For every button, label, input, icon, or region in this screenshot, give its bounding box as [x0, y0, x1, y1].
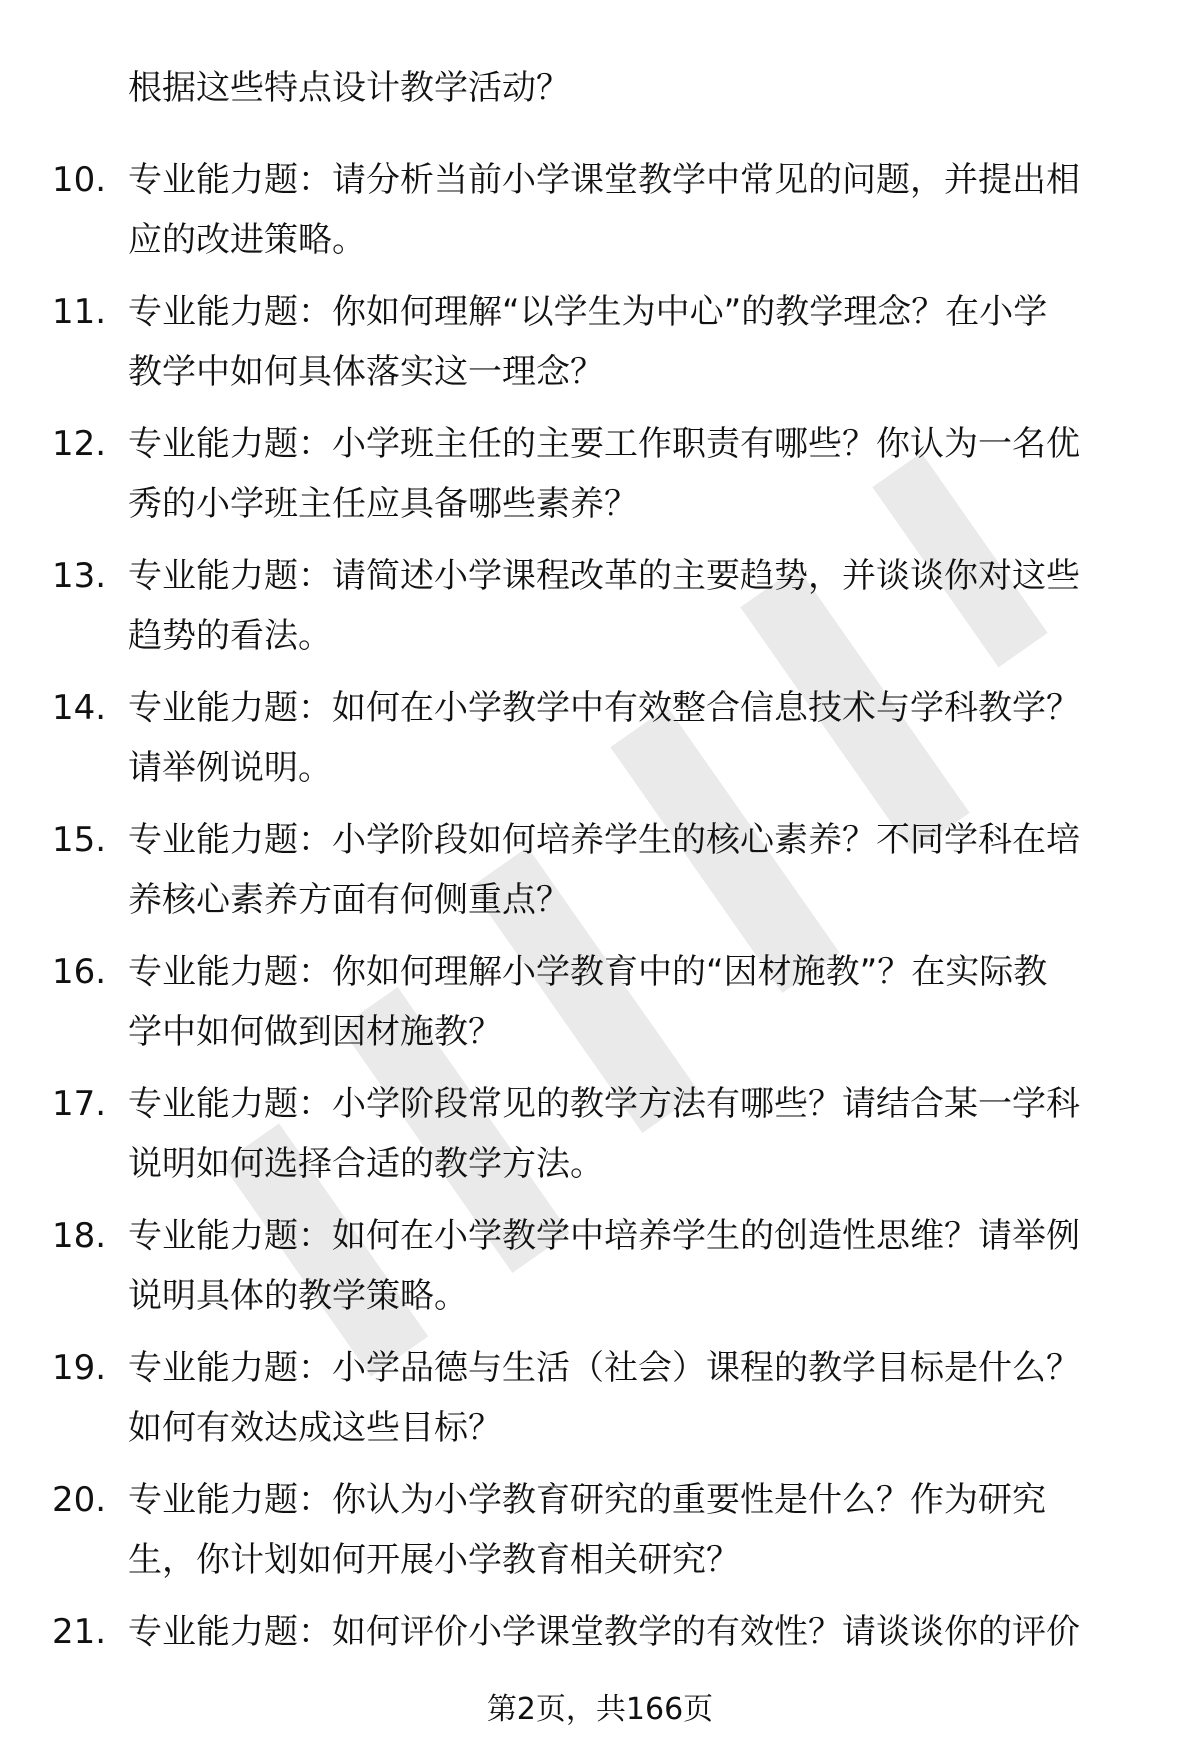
question-number: 11. [52, 292, 107, 332]
question-number: 20. [52, 1480, 107, 1520]
question-number: 10. [52, 160, 107, 200]
question-item [0, 1338, 1200, 1458]
question-text: 专业能力题：你认为小学教育研究的重要性是什么？作为研究 生，你计划如何开展小学教育相关研究？ [128, 1480, 1046, 1580]
question-item [0, 1074, 1200, 1194]
question-text: 专业能力题：你如何理解“以学生为中心”的教学理念？在小学 教学中如何具体落实这一理念？ [128, 292, 1048, 392]
question-number: 12. [52, 424, 107, 464]
question-text: 专业能力题：你如何理解小学教育中的“因材施教”？在实际教 学中如何做到因材施教？ [128, 952, 1048, 1052]
question-number: 18. [52, 1216, 107, 1256]
question-item [0, 150, 1200, 270]
question-number: 21. [52, 1612, 107, 1652]
continuation-text: 根据这些特点设计教学活动？ [128, 68, 570, 108]
question-item [0, 1206, 1200, 1326]
page-footer: 第2页，共166页 [486, 1692, 714, 1727]
question-number: 14. [52, 688, 107, 728]
question-item [0, 678, 1200, 798]
question-text: 专业能力题：如何在小学教学中有效整合信息技术与学科教学？ 请举例说明。 [128, 688, 1080, 788]
question-item [0, 810, 1200, 930]
question-item [0, 282, 1200, 402]
question-text: 专业能力题：小学班主任的主要工作职责有哪些？你认为一名优 秀的小学班主任应具备哪些素养？ [128, 424, 1080, 524]
question-list [0, 150, 1200, 1734]
question-number: 16. [52, 952, 107, 992]
question-number: 17. [52, 1084, 107, 1124]
question-text: 专业能力题：小学阶段如何培养学生的核心素养？不同学科在培 养核心素养方面有何侧重点？ [128, 820, 1080, 920]
question-item [0, 1470, 1200, 1590]
question-number: 13. [52, 556, 107, 596]
question-text: 专业能力题：如何在小学教学中培养学生的创造性思维？请举例 说明具体的教学策略。 [128, 1216, 1080, 1316]
question-text: 专业能力题：小学阶段常见的教学方法有哪些？请结合某一学科 说明如何选择合适的教学方法。 [128, 1084, 1080, 1184]
question-item [0, 942, 1200, 1062]
question-number: 19. [52, 1348, 107, 1388]
question-number: 15. [52, 820, 107, 860]
question-text: 专业能力题：小学品德与生活（社会）课程的教学目标是什么？ 如何有效达成这些目标？ [128, 1348, 1080, 1448]
question-text: 专业能力题：请分析当前小学课堂教学中常见的问题，并提出相 应的改进策略。 [128, 160, 1080, 260]
question-text: 专业能力题：请简述小学课程改革的主要趋势，并谈谈你对这些 趋势的看法。 [128, 556, 1080, 656]
question-item [0, 414, 1200, 534]
question-item [0, 546, 1200, 666]
question-text: 专业能力题：如何评价小学课堂教学的有效性？请谈谈你的评价 [128, 1612, 1080, 1652]
